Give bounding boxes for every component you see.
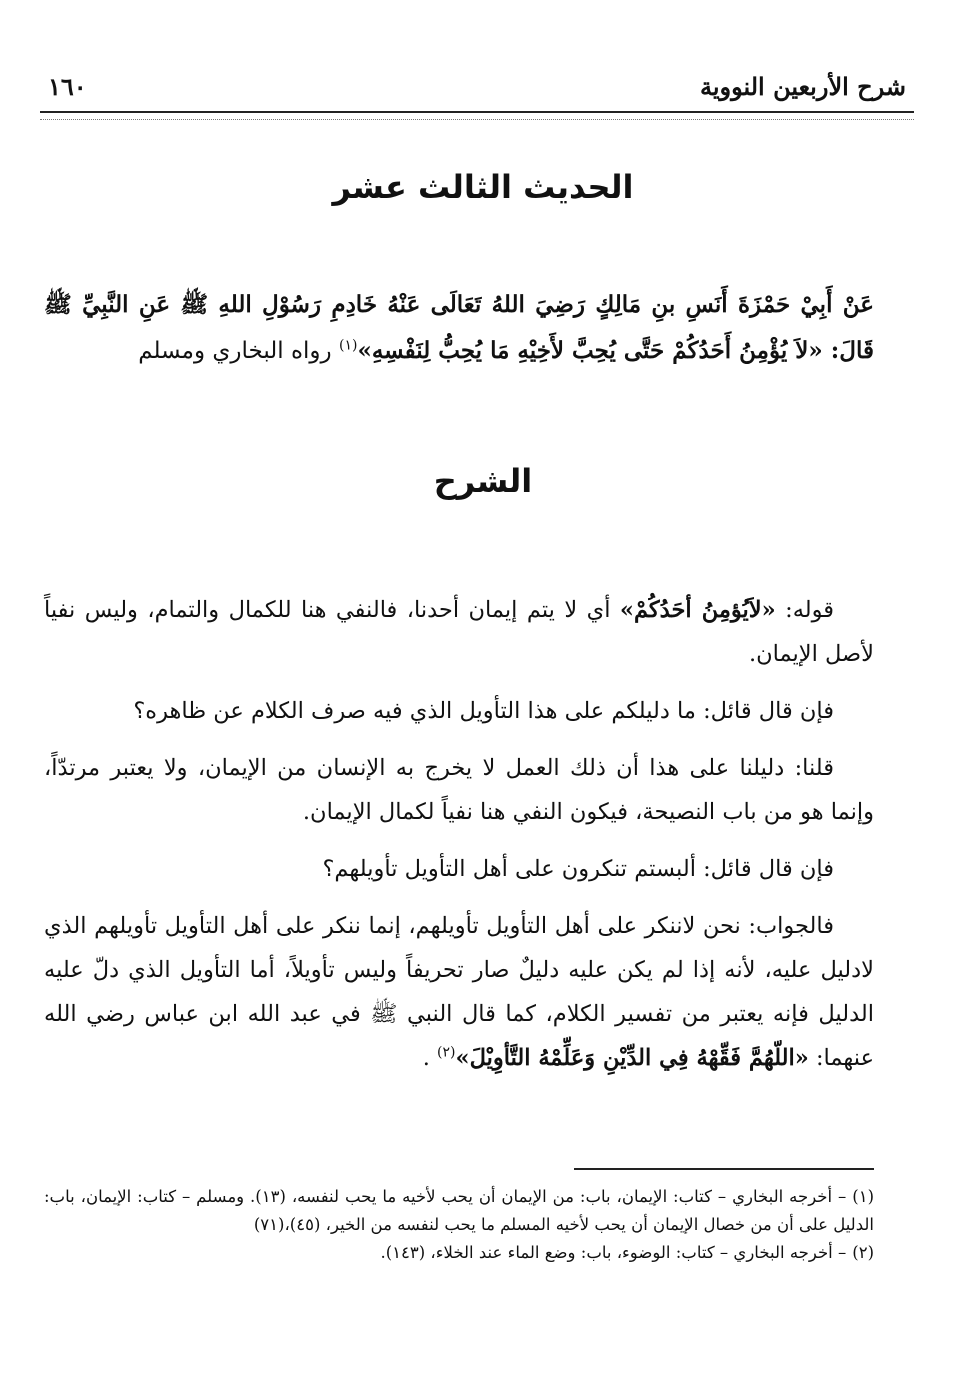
paragraph-5-quote: «اللّهُمَّ فَقِّهْهُ فِي الدِّيْنِ وَعَلِّمْهُ التَّأوِيْلَ» <box>455 1045 809 1071</box>
paragraph-2: فإن قال قائل: ما دليلكم على هذا التأويل الذي فيه صرف الكلام عن ظاهره؟ <box>133 698 834 724</box>
footnote-1-text: – أخرجه البخاري – كتاب: الإيمان، باب: من الإيمان أن يحب لأخيه ما يحب لنفسه، (١٣). ومسلم – كتاب: الإيمان، باب: الدليل على أن من خصال الإيمان أن يحب لأخيه المسلم ما يحب لنفسه من الخير، (٤٥)،(٧١) <box>44 1187 874 1234</box>
page-number: ١٦٠ <box>48 72 87 101</box>
paragraph-3: قلنا: دليلنا على هذا أن ذلك العمل لا يخرج به الإنسان من الإيمان، ولا يعتبر مرتدّاً، وإنما هو من باب النصيحة، فيكون النفي هنا نفياً لكمال الإيمان. <box>44 755 874 825</box>
footnote-2-text: – أخرجه البخاري – كتاب: الوضوء، باب: وضع الماء عند الخلاء، (١٤٣). <box>380 1243 847 1262</box>
hadith-quote: «لاَ يُؤْمِنُ أَحَدُكُمْ حَتَّى يُحِبَّ لأَخِيْهِ مَا يُحِبُّ لِنَفْسِهِ» <box>357 337 823 364</box>
hadith-narration: عَنْ أَبِيْ حَمْزَةَ أَنَسِ بنِ مَالِكٍ رَضِيَ اللهُ تَعَالَى عَنْهُ خَادِمِ رَسُوْلِ اللهِ ﷺ عَنِ النَّبِيِّ ﷺ قَالَ: <box>44 291 874 364</box>
footnote-1 <box>44 1183 874 1239</box>
footnote-ref-1: (١) <box>338 337 358 354</box>
footnote-ref-2: (٢) <box>437 1044 456 1061</box>
commentary-heading: الشرح <box>433 462 533 500</box>
paragraph-4: فإن قال قائل: ألبستم تنكرون على أهل التأويل تأويلهم؟ <box>322 856 834 882</box>
paragraph-1-lead: قوله: <box>775 597 834 623</box>
footnote-rule <box>574 1168 874 1170</box>
running-title: شرح الأربعين النووية <box>699 72 906 101</box>
header-rule <box>40 111 914 120</box>
paragraph-1 <box>44 588 874 676</box>
footnote-2 <box>44 1239 874 1267</box>
footnotes <box>44 1183 874 1267</box>
footnote-2-number: (٢) <box>852 1243 874 1262</box>
hadith-text <box>44 282 874 374</box>
paragraph-5-end: . <box>422 1045 438 1071</box>
hadith-heading: الحديث الثالث عشر <box>332 168 634 206</box>
paragraph-5-text: فالجواب: نحن لاننكر على أهل التأويل تأويلهم، إنما ننكر على أهل التأويل تأويلهم الذي لادليل عليه، لأنه إذا لم يكن عليه دليلٌ صار تحريفاً وليس تأويلاً، أما التأويل الذي دلّ عليه الدليل فإنه يعتبر من تفسير الكلام، كما قال النبي ﷺ في عبد الله ابن عباس رضي الله عنهما: <box>44 913 874 1071</box>
running-header <box>40 70 906 110</box>
footnote-1-number: (١) <box>852 1187 875 1206</box>
paragraph-5 <box>44 904 874 1080</box>
commentary-body <box>44 588 874 1093</box>
paragraph-1-text: أي لا يتم إيمان أحدنا، فالنفي هنا للكمال والتمام، وليس نفياً لأصل الإيمان. <box>44 597 874 667</box>
hadith-source: رواه البخاري ومسلم <box>138 338 339 364</box>
paragraph-1-quote: «لاَيُؤمِنُ أحَدُكُمْ» <box>619 597 776 623</box>
